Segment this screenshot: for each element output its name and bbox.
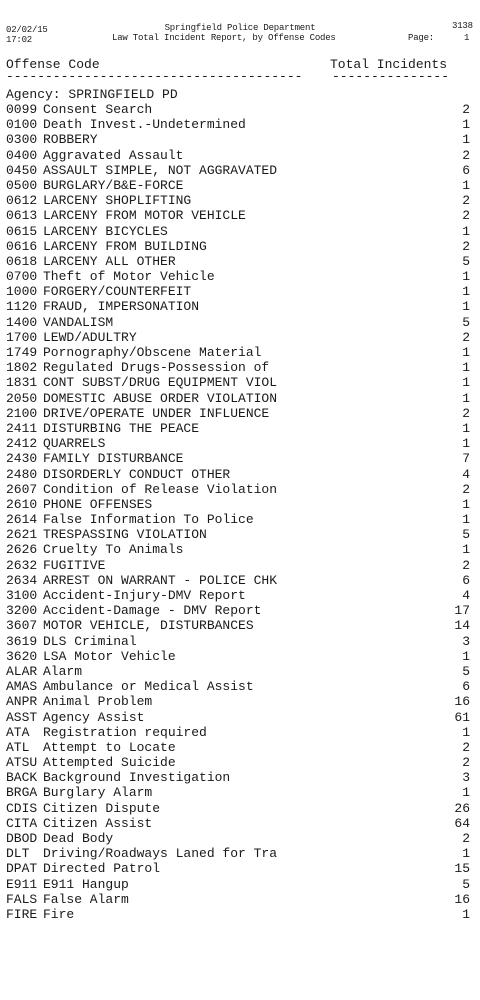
table-row (6, 755, 474, 770)
table-row (6, 239, 474, 254)
table-row (6, 679, 474, 694)
incident-count: 1 (462, 436, 470, 452)
table-row (6, 406, 474, 421)
incident-count: 1 (462, 648, 470, 664)
incident-count: 1 (462, 724, 470, 740)
offense-code: 0613 (6, 208, 38, 224)
offense-description: Theft of Motor Vehicle (43, 269, 215, 285)
offense-description: LSA Motor Vehicle (43, 648, 176, 664)
offense-code: 2610 (6, 496, 38, 512)
table-row (6, 345, 474, 360)
header-rule-left: -------------------------------------- (6, 71, 303, 83)
offense-code: DLT (6, 846, 30, 862)
offense-code: 0612 (6, 193, 38, 209)
offense-code: ASST (6, 709, 38, 725)
offense-description: Background Investigation (43, 770, 231, 786)
offense-description: Dead Body (43, 831, 114, 846)
table-row (6, 132, 474, 147)
table-row (6, 907, 474, 922)
offense-description: Agency Assist (43, 709, 145, 725)
offense-code: 2480 (6, 466, 38, 482)
offense-code: DBOD (6, 831, 38, 846)
offense-description: Directed Patrol (43, 861, 161, 877)
offense-code: 1700 (6, 329, 38, 345)
incident-count: 4 (462, 466, 470, 482)
incident-count: 7 (462, 451, 470, 467)
offense-description: Consent Search (43, 102, 153, 117)
offense-code: 2632 (6, 557, 38, 573)
offense-code: 2412 (6, 436, 38, 452)
offense-description: Registration required (43, 724, 207, 740)
offense-description: FRAUD, IMPERSONATION (43, 299, 200, 315)
offense-description: MOTOR VEHICLE, DISTURBANCES (43, 618, 254, 634)
incident-count: 14 (454, 618, 470, 634)
table-row (6, 193, 474, 208)
table-row (6, 497, 474, 512)
offense-code: 0099 (6, 102, 38, 117)
table-row (6, 315, 474, 330)
offense-code: 2607 (6, 481, 38, 497)
table-row (6, 725, 474, 740)
table-row (6, 542, 474, 557)
offense-code: 2411 (6, 420, 38, 436)
incident-count: 17 (454, 603, 470, 619)
offense-description: Aggravated Assault (43, 147, 184, 163)
offense-code: CDIS (6, 800, 38, 816)
page-label: Page: (408, 33, 435, 43)
table-row (6, 254, 474, 269)
offense-code: 1831 (6, 375, 38, 391)
incident-count: 5 (462, 876, 470, 892)
offense-description: Attempt to Locate (43, 739, 176, 755)
offense-code: 1400 (6, 314, 38, 330)
table-row (6, 892, 474, 907)
incident-count: 6 (462, 162, 470, 178)
offense-description: DOMESTIC ABUSE ORDER VIOLATION (43, 390, 278, 406)
offense-code: 2430 (6, 451, 38, 467)
offense-description: Animal Problem (43, 694, 153, 710)
offense-description: DRIVE/OPERATE UNDER INFLUENCE (43, 405, 270, 421)
incident-count: 2 (462, 208, 470, 224)
incident-count: 1 (462, 785, 470, 801)
table-row (6, 785, 474, 800)
offense-description: Attempted Suicide (43, 755, 176, 771)
offense-code: 0400 (6, 147, 38, 163)
offense-description: DISTURBING THE PEACE (43, 420, 200, 436)
incident-count: 1 (462, 512, 470, 528)
incident-count: 2 (462, 193, 470, 209)
incident-count: 6 (462, 572, 470, 588)
report-date: 02/02/15 (6, 25, 48, 35)
table-row (6, 649, 474, 664)
table-row (6, 299, 474, 314)
table-row (6, 117, 474, 132)
incident-count: 1 (462, 132, 470, 148)
incident-count: 1 (462, 269, 470, 285)
offense-description: Regulated Drugs-Possession of (43, 360, 270, 376)
incident-count: 1 (462, 390, 470, 406)
table-row (6, 816, 474, 831)
incident-count: 2 (462, 405, 470, 421)
offense-description: PHONE OFFENSES (43, 496, 153, 512)
report-number: 3138 (452, 21, 473, 31)
offense-description: QUARRELS (43, 436, 106, 452)
table-row (6, 512, 474, 527)
offense-description: FORGERY/COUNTERFEIT (43, 284, 192, 300)
offense-description: Ambulance or Medical Assist (43, 679, 254, 695)
offense-code: ATL (6, 739, 30, 755)
incident-count: 15 (454, 861, 470, 877)
incident-count: 3 (462, 770, 470, 786)
table-row (6, 224, 474, 239)
offense-description: CONT SUBST/DRUG EQUIPMENT VIOL (43, 375, 278, 391)
offense-code: FALS (6, 891, 38, 907)
offense-code: 3619 (6, 633, 38, 649)
offense-code: ALAR (6, 663, 38, 679)
offense-code: 1802 (6, 360, 38, 376)
header-rule-right: --------------- (332, 71, 450, 83)
offense-code: ATSU (6, 755, 38, 771)
offense-description: Burglary Alarm (43, 785, 153, 801)
table-row (6, 148, 474, 163)
offense-description: Pornography/Obscene Material (43, 345, 262, 360)
offense-description: LEWD/ADULTRY (43, 329, 137, 345)
incident-count: 61 (454, 709, 470, 725)
incident-count: 1 (462, 496, 470, 512)
table-row (6, 801, 474, 816)
offense-code: 2614 (6, 512, 38, 528)
report-title: Law Total Incident Report, by Offense Codes (112, 33, 336, 43)
offense-description: Driving/Roadways Laned for Tra (43, 846, 278, 862)
incident-count: 5 (462, 527, 470, 543)
offense-description: BURGLARY/B&E-FORCE (43, 177, 184, 193)
offense-description: E911 Hangup (43, 876, 129, 892)
offense-code: ATA (6, 724, 30, 740)
offense-description: FUGITIVE (43, 557, 106, 573)
offense-description: Citizen Assist (43, 815, 153, 831)
agency-label: Agency: SPRINGFIELD PD (6, 87, 178, 102)
offense-code: 3607 (6, 618, 38, 634)
offense-description: Condition of Release Violation (43, 481, 278, 497)
incident-count: 16 (454, 694, 470, 710)
incident-count: 2 (462, 329, 470, 345)
table-row (6, 634, 474, 649)
offense-code: 1000 (6, 284, 38, 300)
table-row (6, 740, 474, 755)
offense-code: 2050 (6, 390, 38, 406)
offense-code: 2100 (6, 405, 38, 421)
offense-description: DISORDERLY CONDUCT OTHER (43, 466, 231, 482)
table-row (6, 861, 474, 876)
table-row (6, 558, 474, 573)
table-row (6, 360, 474, 375)
offense-code: AMAS (6, 679, 38, 695)
offense-description: False Information To Police (43, 512, 254, 528)
offense-description: False Alarm (43, 891, 129, 907)
incident-count: 2 (462, 481, 470, 497)
table-row (6, 330, 474, 345)
incident-count: 2 (462, 831, 470, 846)
offense-description: ROBBERY (43, 132, 98, 148)
offense-code: 1120 (6, 299, 38, 315)
incident-count: 2 (462, 147, 470, 163)
table-row (6, 421, 474, 436)
offense-description: Alarm (43, 663, 83, 679)
incident-count: 1 (462, 906, 470, 922)
incident-count: 5 (462, 663, 470, 679)
incident-count: 4 (462, 588, 470, 603)
incident-count: 2 (462, 102, 470, 117)
incident-count: 1 (462, 846, 470, 862)
offense-table (6, 102, 474, 922)
offense-description: LARCENY SHOPLIFTING (43, 193, 192, 209)
offense-code: DPAT (6, 861, 38, 877)
offense-description: ARREST ON WARRANT - POLICE CHK (43, 572, 278, 588)
incident-count: 2 (462, 557, 470, 573)
offense-description: DLS Criminal (43, 633, 137, 649)
offense-description: Cruelty To Animals (43, 542, 184, 558)
incident-count: 1 (462, 542, 470, 558)
table-row (6, 694, 474, 709)
table-row (6, 618, 474, 633)
incident-count: 2 (462, 238, 470, 254)
incident-count: 5 (462, 314, 470, 330)
offense-code: 2634 (6, 572, 38, 588)
offense-code: E911 (6, 876, 38, 892)
incident-count: 16 (454, 891, 470, 907)
incident-count: 1 (462, 360, 470, 376)
table-row (6, 877, 474, 892)
incident-count: 1 (462, 420, 470, 436)
offense-description: LARCENY FROM BUILDING (43, 238, 207, 254)
offense-code: 2626 (6, 542, 38, 558)
incident-count: 6 (462, 679, 470, 695)
offense-code: 3100 (6, 588, 38, 603)
table-row (6, 391, 474, 406)
offense-code: 0615 (6, 223, 38, 239)
table-row (6, 269, 474, 284)
table-row (6, 208, 474, 223)
table-row (6, 770, 474, 785)
table-row (6, 664, 474, 679)
table-row (6, 588, 474, 603)
offense-description: Accident-Damage - DMV Report (43, 603, 262, 619)
table-row (6, 573, 474, 588)
offense-code: BACK (6, 770, 38, 786)
offense-code: 3200 (6, 603, 38, 619)
offense-code-header: Offense Code (6, 57, 100, 72)
offense-code: 0700 (6, 269, 38, 285)
incident-count: 1 (462, 345, 470, 360)
table-row (6, 846, 474, 861)
offense-description: LARCENY ALL OTHER (43, 253, 176, 269)
offense-code: 2621 (6, 527, 38, 543)
table-row (6, 178, 474, 193)
table-row (6, 603, 474, 618)
offense-description: LARCENY FROM MOTOR VEHICLE (43, 208, 246, 224)
offense-description: TRESPASSING VIOLATION (43, 527, 207, 543)
offense-description: VANDALISM (43, 314, 114, 330)
table-row (6, 831, 474, 846)
table-row (6, 451, 474, 466)
offense-description: Accident-Injury-DMV Report (43, 588, 246, 603)
incident-count: 1 (462, 117, 470, 133)
offense-code: 0100 (6, 117, 38, 133)
total-incidents-header: Total Incidents (330, 57, 448, 72)
page-number: 1 (464, 33, 470, 43)
incident-count: 3 (462, 633, 470, 649)
department-name: Springfield Police Department (164, 23, 316, 33)
incident-count: 26 (454, 800, 470, 816)
table-row (6, 375, 474, 390)
offense-code: 0500 (6, 177, 38, 193)
offense-code: 0450 (6, 162, 38, 178)
offense-code: BRGA (6, 785, 38, 801)
incident-count: 1 (462, 284, 470, 300)
table-row (6, 284, 474, 299)
offense-description: Fire (43, 906, 75, 922)
offense-description: Citizen Dispute (43, 800, 161, 816)
incident-count: 5 (462, 253, 470, 269)
table-row (6, 436, 474, 451)
offense-code: 0618 (6, 253, 38, 269)
table-row (6, 102, 474, 117)
table-row (6, 710, 474, 725)
offense-description: ASSAULT SIMPLE, NOT AGGRAVATED (43, 162, 278, 178)
incident-count: 1 (462, 299, 470, 315)
incident-count: 2 (462, 755, 470, 771)
incident-count: 1 (462, 223, 470, 239)
incident-count: 1 (462, 177, 470, 193)
incident-count: 64 (454, 815, 470, 831)
offense-code: 1749 (6, 345, 38, 360)
offense-code: 0616 (6, 238, 38, 254)
offense-code: 0300 (6, 132, 38, 148)
incident-count: 1 (462, 375, 470, 391)
offense-description: Death Invest.-Undetermined (43, 117, 246, 133)
table-row (6, 482, 474, 497)
table-row (6, 467, 474, 482)
offense-description: FAMILY DISTURBANCE (43, 451, 184, 467)
offense-description: LARCENY BICYCLES (43, 223, 168, 239)
offense-code: CITA (6, 815, 38, 831)
report-time: 17:02 (6, 35, 33, 45)
table-row (6, 163, 474, 178)
table-row (6, 527, 474, 542)
offense-code: ANPR (6, 694, 38, 710)
incident-count: 2 (462, 739, 470, 755)
offense-code: 3620 (6, 648, 38, 664)
offense-code: FIRE (6, 906, 38, 922)
